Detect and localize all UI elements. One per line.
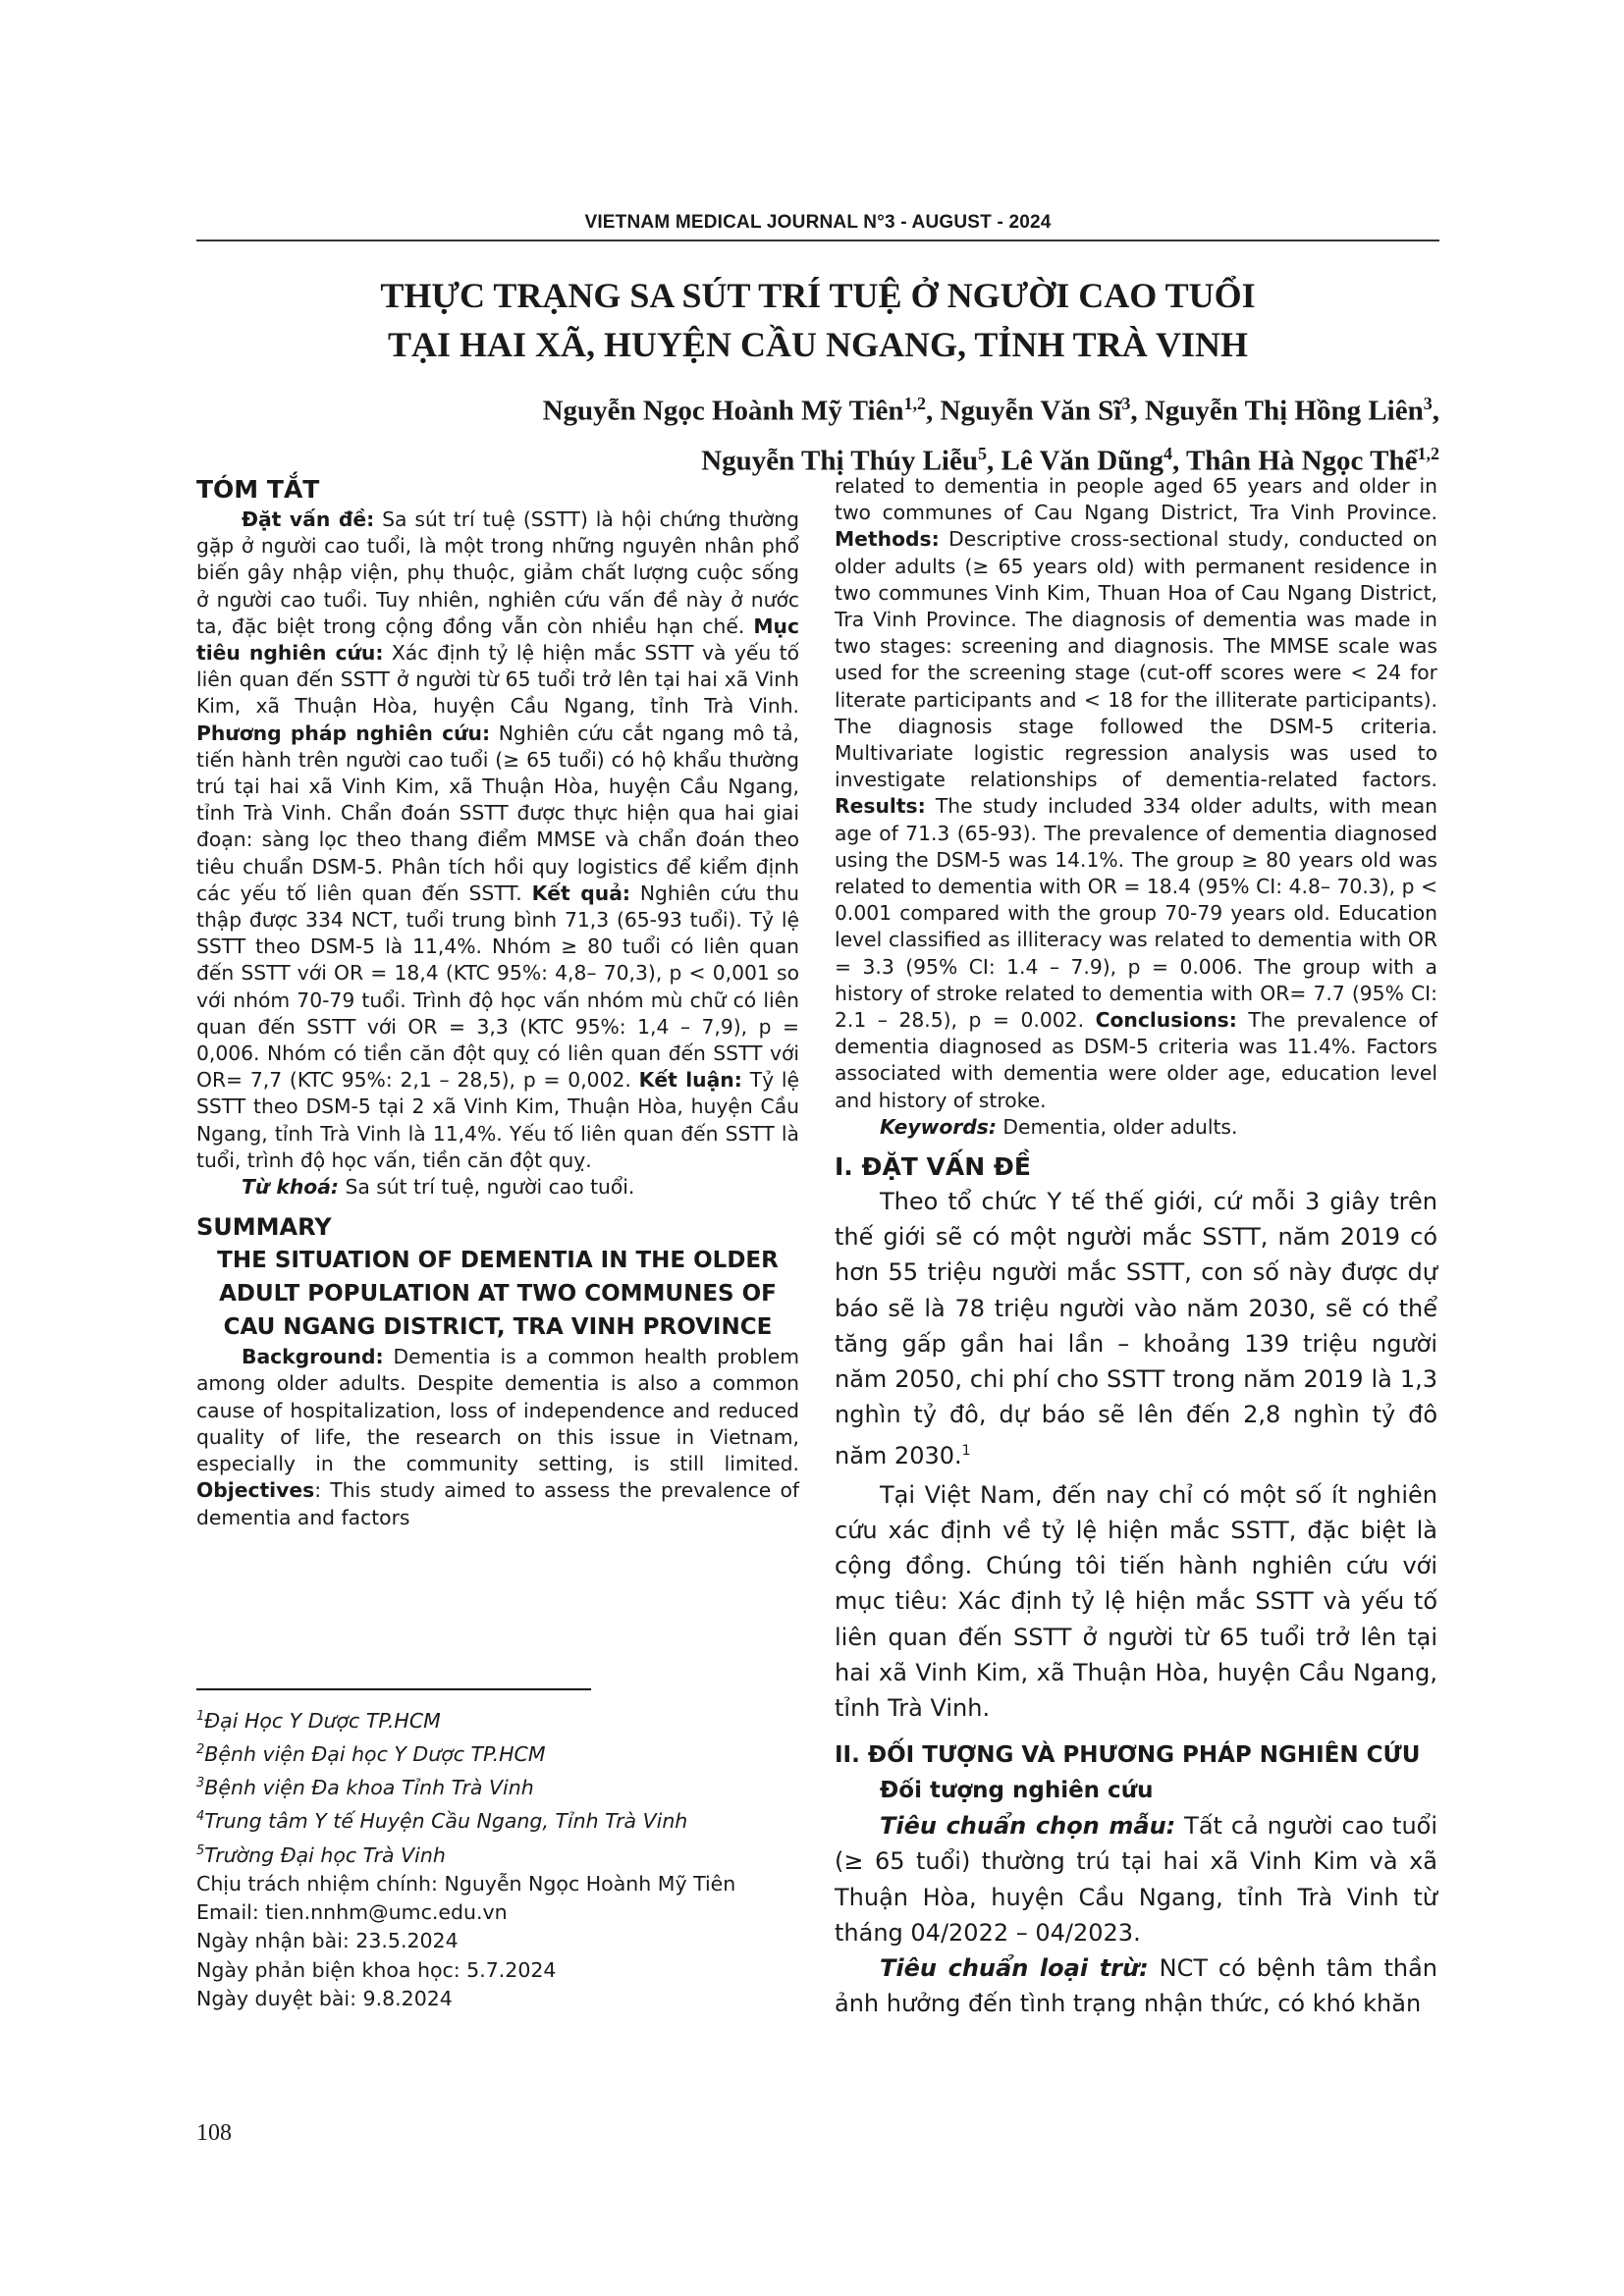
title-line-1: THỰC TRẠNG SA SÚT TRÍ TUỆ Ở NGƯỜI CAO TUỔI [380, 276, 1256, 315]
footnote-rule [196, 1688, 591, 1690]
abstract-vi-text [196, 507, 799, 1174]
article-title [196, 271, 1439, 369]
affiliation-2 [196, 1735, 825, 1769]
author-name: Nguyễn Thị Thúy Liễu [701, 445, 978, 477]
footnotes [196, 1702, 825, 2013]
reference-mark: 1 [961, 1442, 971, 1459]
affiliation-3 [196, 1769, 825, 1802]
author-affiliation: 3 [1121, 394, 1131, 413]
label-keywords-en: Keywords: [880, 1114, 997, 1139]
author-name: Nguyễn Văn Sĩ [940, 395, 1122, 427]
background-en: Dementia is a common health problem among older adults. Despite dementia is also a common cause of hospitalization, loss of independence and reduced quality of life, the research on this issue in Vietnam, especially in the community setting, is still limited. [196, 1345, 799, 1476]
label-conclusion-vi: Kết luận: [638, 1068, 742, 1093]
label-objective-vi: Mục tiêu nghiên cứu: [196, 614, 799, 666]
author-list [196, 383, 1439, 482]
affiliation-4 [196, 1802, 825, 1836]
exclusion-text: NCT có bệnh tâm thần ảnh hưởng đến tình trạng nhận thức, có khó khăn [835, 1953, 1437, 2018]
conclusion-vi: Tỷ lệ SSTT theo DSM-5 tại 2 xã Vinh Kim, Thuận Hòa, huyện Cầu Ngang, tỉnh Trà Vinh là 11,4%. Yếu tố liên quan đến SSTT là tuổi, trình độ học vấn, tiền căn đột quỵ. [196, 1068, 800, 1172]
objectives-en-part2: related to dementia in people aged 65 years and older in two communes of Cau Ngang District, Tra Vinh Province. [835, 474, 1437, 525]
keywords-en-text: Dementia, older adults. [996, 1114, 1238, 1139]
author-affiliation: 4 [1163, 443, 1172, 463]
author-affiliation: 1,2 [903, 394, 927, 413]
section-1-paragraph-1 [835, 1184, 1437, 1473]
author-name: Lê Văn Dũng [1001, 445, 1164, 477]
page-number: 108 [196, 2120, 232, 2146]
label-keywords-vi: Từ khoá: [242, 1175, 339, 1200]
affiliation-num: 2 [196, 1742, 205, 1758]
label-methods-vi: Phương pháp nghiên cứu: [196, 721, 491, 745]
methods-en: Descriptive cross-sectional study, conducted on older adults (≥ 65 years old) with permanent residence in two communes Vinh Kim, Thuan Hoa of Cau Ngang District, Tra Vinh Province. The diagnosis of dementia was made in two stages: screening and diagnosis. The MMSE scale was used for the screening stage (cut-off scores were < 24 for literate participants and < 18 for the illiterate participants). The diagnosis stage followed the DSM-5 criteria. Multivariate logistic regression analysis was used to investigate relationships of dementia-related factors. [835, 527, 1437, 792]
results-vi: Nghiên cứu thu thập được 334 NCT, tuổi trung bình 71,3 (65-93 tuổi). Tỷ lệ SSTT theo DSM-5 là 11,4%. Nhóm ≥ 80 tuổi có liên quan đến SSTT với OR = 18,4 (KTC 95%: 4,8– 70,3), p < 0,001 so với nhóm 70-79 tuổi. Trình độ học vấn nhóm mù chữ có liên quan đến SSTT với OR = 3,3 (KTC 95%: 1,4 – 7,9), p = 0,006. Nhóm có tiền căn đột quỵ có liên quan đến SSTT với OR= 7,7 (KTC 95%: 2,1 – 28,5), p = 0,002. [196, 881, 800, 1093]
results-en: The study included 334 older adults, with mean age of 71.3 (65-93). The prevalence of dementia diagnosed using the DSM-5 was 14.1%. The group ≥ 80 years old was related to dementia with OR = 18.4 (95% CI: 4.8– 70.3), p < 0.001 compared with the group 70-79 years old. Education level classified as illiteracy was related to dementia with OR = 3.3 (95% CI: 1.4 – 7.9), p = 0.006. The group with a history of stroke related to dementia with OR= 7.7 (95% CI: 2.1 – 28.5), p = 0.002. [835, 794, 1437, 1033]
affiliation-text: Đại Học Y Dược TP.HCM [204, 1708, 441, 1733]
author-affiliation: 1,2 [1417, 443, 1439, 463]
label-results-vi: Kết quả: [531, 881, 630, 905]
label-background-vi: Đặt vấn đề: [242, 507, 375, 531]
section-2-heading: II. ĐỐI TƯỢNG VÀ PHƯƠNG PHÁP NGHIÊN CỨU [835, 1742, 1421, 1769]
affiliation-num: 4 [196, 1809, 205, 1825]
objectives-en-part1: : This study aimed to assess the prevalence of dementia and factors [196, 1478, 799, 1529]
methods-vi: Nghiên cứu cắt ngang mô tả, tiến hành trên người cao tuổi (≥ 65 tuổi) có hộ khẩu thường trú tại hai xã Vinh Kim, xã Thuận Hòa, huyện Cầu Ngang, tỉnh Trà Vinh. Chẩn đoán SSTT được thực hiện qua hai giai đoạn: sàng lọc theo thang điểm MMSE và chẩn đoán theo tiêu chuẩn DSM-5. Phân tích hồi quy logistics để kiểm định các yếu tố liên quan đến SSTT. [196, 721, 799, 905]
conclusions-en: The prevalence of dementia diagnosed as DSM-5 criteria was 11.4%. Factors associated with dementia were older age, education level and history of stroke. [835, 1008, 1437, 1112]
left-column [196, 473, 799, 1531]
author-line-2: Nguyễn Thị Thúy Liễu$^5$, Lê Văn Dũng$^4$, Thân Hà Ngọc Thể$^{1,2}$ [701, 443, 1439, 477]
date-received: Ngày nhận bài: 23.5.2024 [196, 1929, 459, 1953]
affiliation-text: Bệnh viện Đa khoa Tỉnh Trà Vinh [204, 1776, 534, 1800]
abstract-vi-heading: TÓM TẮT [196, 475, 320, 504]
affiliation-num: 5 [196, 1842, 205, 1858]
affiliation-text: Bệnh viện Đại học Y Dược TP.HCM [204, 1741, 546, 1766]
author-affiliation: 5 [978, 443, 987, 463]
label-inclusion: Tiêu chuẩn chọn mẫu: [880, 1812, 1176, 1841]
summary-text [196, 1344, 799, 1530]
author-affiliation: 3 [1423, 394, 1433, 413]
author-name: Nguyễn Thị Hồng Liên [1144, 395, 1424, 427]
affiliation-text: Trung tâm Y tế Huyện Cầu Ngang, Tỉnh Trà Vinh [204, 1809, 688, 1834]
label-background-en: Background: [242, 1345, 384, 1369]
author-name: Thân Hà Ngọc Thể [1185, 445, 1418, 477]
background-vi: Sa sút trí tuệ (SSTT) là hội chứng thường gặp ở người cao tuổi, là một trong những nguyên nhân phổ biến gây nhập viện, phụ thuộc, giảm chất lượng cuộc sống ở người cao tuổi. Tuy nhiên, nghiên cứu vấn đề này ở nước ta, đặc biệt trong cộng đồng vẫn còn nhiều hạn chế. [196, 507, 799, 638]
label-conclusions-en: Conclusions: [1095, 1008, 1237, 1033]
affiliation-1 [196, 1702, 825, 1735]
title-line-2: TẠI HAI XÃ, HUYỆN CẦU NGANG, TỈNH TRÀ VINH [387, 325, 1249, 364]
keywords-en [835, 1114, 1437, 1141]
label-exclusion: Tiêu chuẩn loại trừ: [880, 1953, 1149, 1982]
running-head: VIETNAM MEDICAL JOURNAL N°3 - AUGUST - 2024 [584, 212, 1052, 233]
label-objectives-en: Objectives [196, 1478, 315, 1503]
section-1-paragraph-2: Tại Việt Nam, đến nay chỉ có một số ít nghiên cứu xác định về tỷ lệ hiện mắc SSTT, đặc biệt là cộng đồng. Chúng tôi tiến hành nghiên cứu với mục tiêu: Xác định tỷ lệ hiện mắc SSTT và yếu tố liên quan đến SSTT ở người từ 65 tuổi trở lên tại hai xã Vinh Kim, xã Thuận Hòa, huyện Cầu Ngang, tỉnh Trà Vinh. [835, 1480, 1437, 1722]
affiliation-5 [196, 1837, 825, 1870]
objective-vi: Xác định tỷ lệ hiện mắc SSTT và yếu tố liên quan đến SSTT ở người từ 65 tuổi trở lên tại hai xã Vinh Kim, xã Thuận Hòa, huyện Cầu Ngang, tỉnh Trà Vinh. [196, 641, 799, 719]
inclusion-text: Tất cả người cao tuổi (≥ 65 tuổi) thường trú tại hai xã Vinh Kim và xã Thuận Hòa, huyện Cầu Ngang, tỉnh Trà Vinh từ tháng 04/2022 – 04/2023. [835, 1812, 1437, 1947]
keywords-vi-text: Sa sút trí tuệ, người cao tuổi. [339, 1175, 635, 1200]
label-results-en: Results: [835, 794, 926, 819]
corresponding-author: Chịu trách nhiệm chính: Nguyễn Ngọc Hoành Mỹ Tiên [196, 1871, 736, 1896]
date-accepted: Ngày duyệt bài: 9.8.2024 [196, 1986, 453, 2010]
affiliation-num: 3 [196, 1776, 205, 1791]
inclusion-criteria [835, 1808, 1437, 1950]
date-reviewed: Ngày phản biện khoa học: 5.7.2024 [196, 1957, 557, 1982]
author-line-1: Nguyễn Ngọc Hoành Mỹ Tiên$^{1,2}$, Nguyễn Văn $Sĩ^3$, Nguyễn Thị Hồng Liên$^3$, [542, 394, 1439, 427]
summary-heading: SUMMARY [196, 1213, 332, 1242]
author-name: Nguyễn Ngọc Hoành Mỹ Tiên [542, 395, 904, 427]
summary-title: THE SITUATION OF DEMENTIA IN THE OLDER ADULT POPULATION AT TWO COMMUNES OF CAU NGANG DISTRICT, TRA VINH PROVINCE [217, 1248, 779, 1341]
header-rule [196, 240, 1439, 241]
right-column [835, 473, 1437, 2021]
affiliation-num: 1 [196, 1709, 205, 1724]
keywords-vi [196, 1174, 799, 1201]
corresponding-email[interactable]: Email: tien.nnhm@umc.edu.vn [196, 1899, 508, 1924]
section-1-heading: I. ĐẶT VẤN ĐỀ [835, 1152, 1031, 1182]
label-methods-en: Methods: [835, 527, 940, 552]
summary-text-continued [835, 473, 1437, 1114]
affiliation-text: Trường Đại học Trà Vinh [204, 1842, 446, 1867]
section-1-p1-text: Theo tổ chức Y tế thế giới, cứ mỗi 3 giây trên thế giới sẽ có một người mắc SSTT, năm 2019 có hơn 55 triệu người mắc SSTT, con số này được dự báo sẽ là 78 triệu người vào năm 2030, sẽ có thể tăng gấp gần hai lần – khoảng 139 triệu người năm 2050, chi phí cho SSTT trong năm 2019 là 1,3 nghìn tỷ đô, dự báo sẽ lên đến 2,8 nghìn tỷ đô năm 2030. [835, 1188, 1437, 1469]
section-2-subheading: Đối tượng nghiên cứu [880, 1778, 1154, 1804]
exclusion-criteria [835, 1950, 1437, 2021]
